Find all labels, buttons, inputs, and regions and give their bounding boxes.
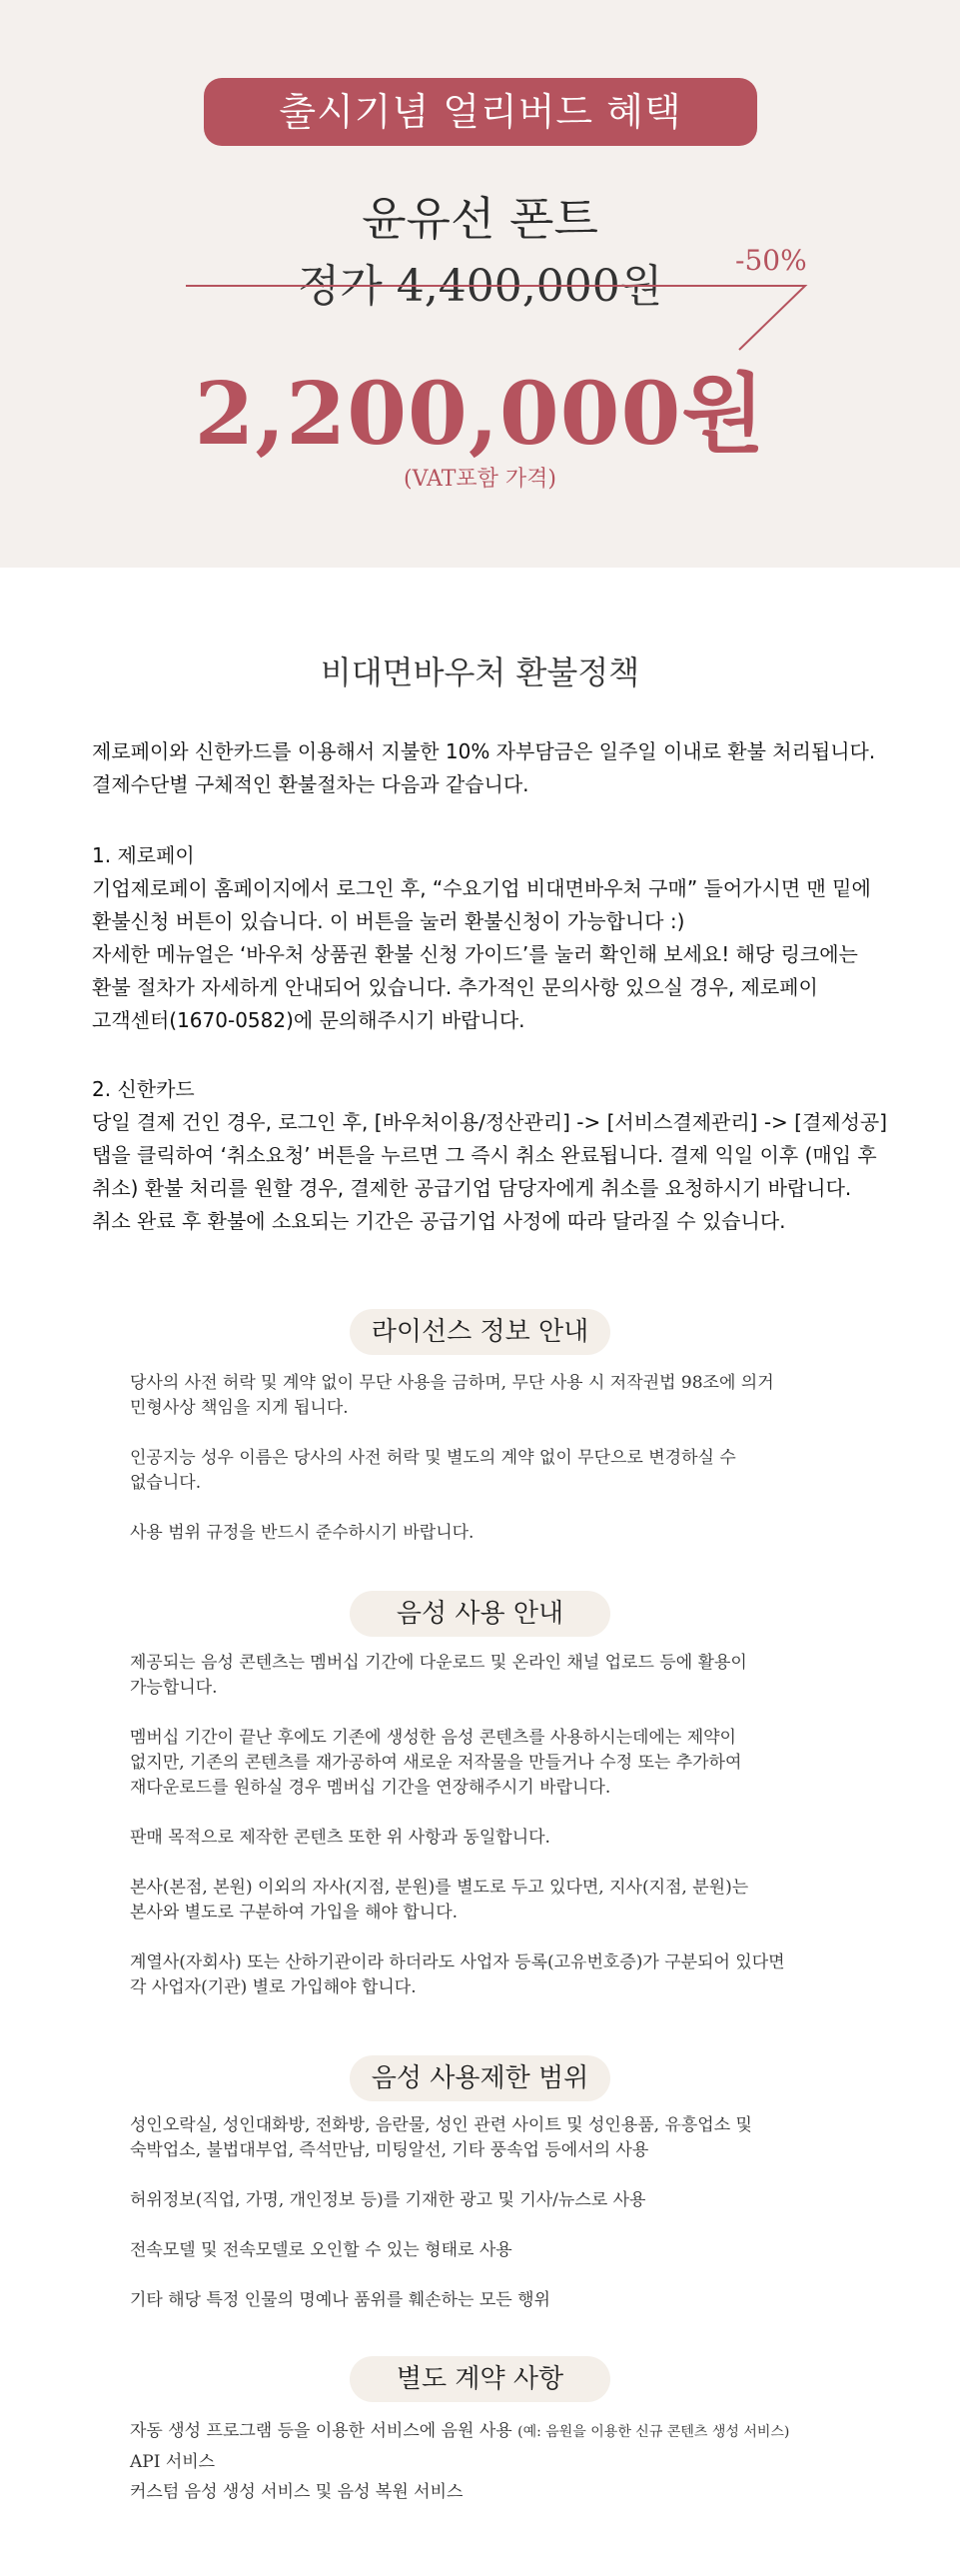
- voice-usage-p4: [130, 1876, 849, 1926]
- restriction-p3: [130, 2238, 849, 2263]
- text-line: 전속모델 및 전속모델로 오인할 수 있는 형태로 사용: [130, 2240, 512, 2260]
- product-name: 윤유선 폰트: [362, 192, 598, 246]
- restriction-section-title: 음성 사용제한 범위: [350, 2055, 610, 2101]
- text-line: 없습니다.: [130, 1473, 202, 1493]
- list-item: API 서비스: [130, 2452, 216, 2472]
- text-line: 제공되는 음성 콘텐츠는 멤버십 기간에 다운로드 및 온라인 채널 업로드 등에 활용이: [130, 1653, 747, 1673]
- text-line: 기타 해당 특정 인물의 명예나 품위를 훼손하는 모든 행위: [130, 2290, 550, 2310]
- license-p1: [130, 1371, 849, 1421]
- text-line: 사용 범위 규정을 반드시 준수하시기 바랍니다.: [130, 1523, 475, 1543]
- voice-usage-p1: [130, 1651, 849, 1701]
- list-item: [130, 2416, 849, 2447]
- text-line: 판매 목적으로 제작한 콘텐츠 또한 위 사항과 동일합니다.: [130, 1828, 550, 1848]
- text-line: 제로페이와 신한카드를 이용해서 지불한 10% 자부담금은 일주일 이내로 환불 처리됩니다.: [92, 739, 876, 763]
- voice-usage-p3: [130, 1826, 849, 1851]
- text-line: 취소) 환불 처리를 원할 경우, 결제한 공급기업 담당자에게 취소를 요청하시기 바랍니다.: [92, 1176, 852, 1200]
- voice-usage-section-title: 음성 사용 안내: [350, 1591, 610, 1637]
- refund-shinhan: [92, 1073, 888, 1238]
- text-line: 본사와 별도로 구분하여 가입을 해야 합니다.: [130, 1903, 459, 1923]
- text-line: 계열사(자회사) 또는 산하기관이라 하더라도 사업자 등록(고유번호증)가 구분되어 있다면: [130, 1952, 785, 1972]
- text-line: 환불신청 버튼이 있습니다. 이 버튼을 눌러 환불신청이 가능합니다 :): [92, 909, 685, 933]
- text-line: 자세한 메뉴얼은 ‘바우처 상품권 환불 신청 가이드’를 눌러 확인해 보세요! 해당 링크에는: [92, 942, 858, 966]
- text-line: 당일 결제 건인 경우, 로그인 후, [바우처이용/정산관리] -> [서비스결제관리] -> [결제성공]: [92, 1110, 888, 1134]
- text-line: 고객센터(1670-0582)에 문의해주시기 바랍니다.: [92, 1008, 525, 1032]
- original-price: 정가 4,400,000원: [297, 261, 663, 312]
- restriction-p1: [130, 2113, 849, 2163]
- refund-intro: [92, 735, 881, 801]
- contract-item-note: (예: 음원을 이용한 신규 콘텐츠 생성 서비스): [517, 2424, 790, 2440]
- list-item: 커스텀 음성 생성 서비스 및 음성 복원 서비스: [130, 2482, 464, 2502]
- text-line: 재다운로드를 원하실 경우 멤버십 기간을 연장해주시기 바랍니다.: [130, 1778, 611, 1798]
- text-line: 인공지능 성우 이름은 당사의 사전 허락 및 별도의 계약 없이 무단으로 변경하실 수: [130, 1448, 736, 1468]
- text-line: 성인오락실, 성인대화방, 전화방, 음란물, 성인 관련 사이트 및 성인용품, 유흥업소 및: [130, 2115, 752, 2135]
- discount-rate: -50%: [735, 244, 807, 277]
- text-line: 없지만, 기존의 콘텐츠를 재가공하여 새로운 저작물을 만들거나 수정 또는 추가하여: [130, 1753, 742, 1773]
- text-line: 가능합니다.: [130, 1678, 218, 1698]
- license-section-title: 라이선스 정보 안내: [350, 1309, 610, 1355]
- license-p3: [130, 1521, 849, 1546]
- text-line: 2. 신한카드: [92, 1077, 195, 1101]
- voice-usage-p5: [130, 1950, 849, 2000]
- refund-policy-title: 비대면바우처 환불정책: [320, 653, 640, 691]
- text-line: 각 사업자(기관) 별로 가입해야 합니다.: [130, 1977, 417, 1997]
- voice-usage-p2: [130, 1726, 849, 1801]
- text-line: 당사의 사전 허락 및 계약 없이 무단 사용을 금하며, 무단 사용 시 저작권법 98조에 의거: [130, 1373, 774, 1393]
- text-line: 멤버십 기간이 끝난 후에도 기존에 생성한 음성 콘텐츠를 사용하시는데에는 제약이: [130, 1728, 736, 1748]
- restriction-p4: [130, 2288, 849, 2313]
- contract-item-text: 자동 생성 프로그램 등을 이용한 서비스에 음원 사용: [130, 2421, 512, 2441]
- text-line: 취소 완료 후 환불에 소요되는 기간은 공급기업 사정에 따라 달라질 수 있습니다.: [92, 1209, 786, 1233]
- restriction-p2: [130, 2188, 849, 2213]
- text-line: 숙박업소, 불법대부업, 즉석만남, 미팅알선, 기타 풍속업 등에서의 사용: [130, 2140, 649, 2160]
- text-line: 민형사상 책임을 지게 됩니다.: [130, 1398, 349, 1418]
- early-bird-banner: 출시기념 얼리버드 혜택: [204, 78, 757, 146]
- text-line: 기업제로페이 홈페이지에서 로그인 후, “수요기업 비대면바우처 구매” 들어가시면 맨 밑에: [92, 876, 871, 900]
- text-line: 탭을 클릭하여 ‘취소요청’ 버튼을 누르면 그 즉시 취소 완료됩니다. 결제 익일 이후 (매입 후: [92, 1143, 877, 1167]
- text-line: 1. 제로페이: [92, 843, 195, 867]
- contract-list: [130, 2416, 849, 2507]
- text-line: 환불 절차가 자세하게 안내되어 있습니다. 추가적인 문의사항 있으실 경우, 제로페이: [92, 975, 818, 999]
- promo-hero: [0, 0, 960, 568]
- refund-zeropay: [92, 839, 881, 1037]
- sale-price: 2,200,000원: [194, 364, 766, 465]
- text-line: 허위정보(직업, 가명, 개인정보 등)를 기재한 광고 및 기사/뉴스로 사용: [130, 2190, 646, 2210]
- text-line: 결제수단별 구체적인 환불절차는 다음과 같습니다.: [92, 772, 529, 796]
- text-line: 본사(본점, 본원) 이외의 자사(지점, 분원)를 별도로 두고 있다면, 지사(지점, 분원)는: [130, 1878, 749, 1898]
- contract-section-title: 별도 계약 사항: [350, 2356, 610, 2402]
- vat-note: (VAT포함 가격): [404, 467, 556, 492]
- license-p2: [130, 1446, 849, 1496]
